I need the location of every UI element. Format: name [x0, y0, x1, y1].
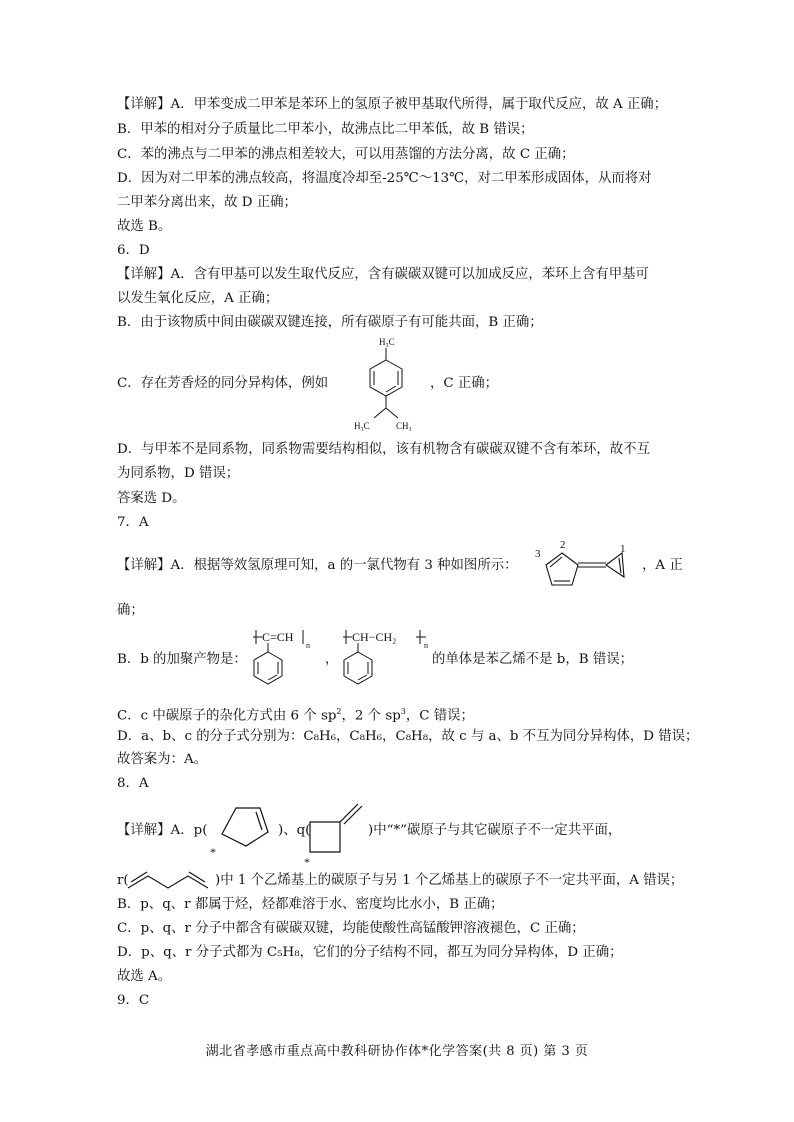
text-line: D．a、b、c 的分子式分别为：C₈H₆，C₈H₆，C₈H₈，故 c 与 a、b 不互为同分异构体，D 错误； — [117, 729, 699, 744]
answer-number: 9．C — [117, 993, 150, 1008]
cyclopentene-structure — [208, 800, 278, 860]
text-line: D．p、q、r 分子式都为 C₅H₈，它们的分子结构不同，都互为同分异构体，D 正确； — [117, 945, 623, 960]
text-line: C．p、q、r 分子中都含有碳碳双键，均能使酸性高锰酸钾溶液褪色，C 正确； — [117, 921, 585, 936]
polymer-2-structure — [340, 624, 432, 694]
methylenecyclobutane-structure — [302, 798, 372, 868]
text-line: ，A 正 — [642, 558, 683, 573]
position-2-label: 2 — [560, 539, 566, 551]
text-line: ， — [325, 652, 339, 667]
star-marker: * — [210, 845, 216, 859]
text-line: )、q( — [278, 823, 311, 838]
position-1-label: 1 — [620, 543, 626, 555]
answer-number: 6．D — [117, 243, 150, 258]
text-line: C．存在芳香烃的同分异构体，例如 — [117, 376, 329, 391]
text-line: 【详解】A．甲苯变成二甲苯是苯环上的氢原子被甲基取代所得，属于取代反应，故 A 正确； — [117, 97, 668, 112]
text-line: )中 1 个乙烯基上的碳原子与另 1 个乙烯基上的碳原子不一定共平面，A 错误； — [215, 873, 684, 888]
text-line: 的单体是苯乙烯不是 b，B 错误； — [432, 652, 634, 667]
ch3-label: CH₃ — [396, 421, 412, 431]
page-footer: 湖北省孝感市重点高中教科研协作体*化学答案(共 8 页) 第 3 页 — [205, 1044, 589, 1059]
n-subscript: n — [306, 641, 310, 650]
text-line: B．由于该物质中间由碳碳双键连接，所有碳原子有可能共面，B 正确； — [117, 315, 543, 330]
text-line: 故选 A。 — [117, 969, 172, 984]
isopropyl-toluene-structure — [340, 334, 436, 434]
text-line: 【详解】A．含有甲基可以发生取代反应，含有碳碳双键可以加成反应，苯环上含有甲基可 — [117, 267, 649, 282]
text-line: B．p、q、r 都属于烃，烃都难溶于水、密度均比水小，B 正确； — [117, 897, 504, 912]
text-line: 二甲苯分离出来，故 D 正确； — [117, 195, 297, 210]
text-line: B．b 的加聚产物是： — [117, 652, 247, 667]
h3c-label: H₃C — [354, 421, 370, 431]
text-segment: ，C 错误； — [405, 708, 474, 724]
text-line: 答案选 D。 — [117, 491, 186, 506]
text-line: 【详解】A．根据等效氢原理可知，a 的一氯代物有 3 种如图所示： — [117, 558, 518, 573]
star-marker: * — [304, 855, 310, 868]
h3c-label: H₃C — [379, 337, 395, 347]
text-line: B．甲苯的相对分子质量比二甲苯小，故沸点比二甲苯低，故 B 错误； — [117, 122, 534, 137]
text-line: 以发生氧化反应，A 正确； — [117, 291, 279, 306]
text-segment: C．c 中碳原子的杂化方式由 6 个 sp — [117, 708, 337, 724]
text-line: 为同系物，D 错误； — [117, 466, 240, 481]
text-line: D．与甲苯不是同系物，同系物需要结构相似，该有机物含有碳碳双键不含有苯环，故不互 — [117, 442, 650, 457]
superscript: 3 — [400, 707, 406, 716]
answer-number: 8．A — [117, 776, 149, 791]
polymer-1-structure — [250, 624, 320, 694]
text-line: D．因为对二甲苯的沸点较高，将温度冷却至-25℃～13℃，对二甲苯形成固体，从而将对 — [117, 171, 652, 186]
text-line: )中“*”碳原子与其它碳原子不一定共平面， — [368, 823, 622, 838]
superscript: 2 — [336, 707, 342, 716]
text-segment: ，2 个 sp — [341, 708, 401, 724]
text-line: r( — [117, 873, 129, 888]
text-line: ，C 正确； — [430, 376, 499, 391]
text-line: 故选 B。 — [117, 219, 172, 234]
repeat-unit-label: C=CH — [262, 630, 294, 644]
repeat-unit-label: CH−CH₂ — [352, 630, 397, 644]
n-subscript: n — [424, 641, 428, 650]
text-line: 【详解】A．p( — [117, 823, 208, 838]
pentadiene-structure — [126, 866, 218, 894]
fulvene-structure — [530, 535, 638, 595]
text-line: C．苯的沸点与二甲苯的沸点相差较大，可以用蒸馏的方法分离，故 C 正确； — [117, 147, 575, 162]
text-line: 故答案为：A。 — [117, 752, 208, 767]
answer-number: 7．A — [117, 515, 149, 530]
position-3-label: 3 — [535, 548, 541, 560]
text-line — [117, 703, 474, 725]
text-line: 确； — [117, 603, 144, 618]
